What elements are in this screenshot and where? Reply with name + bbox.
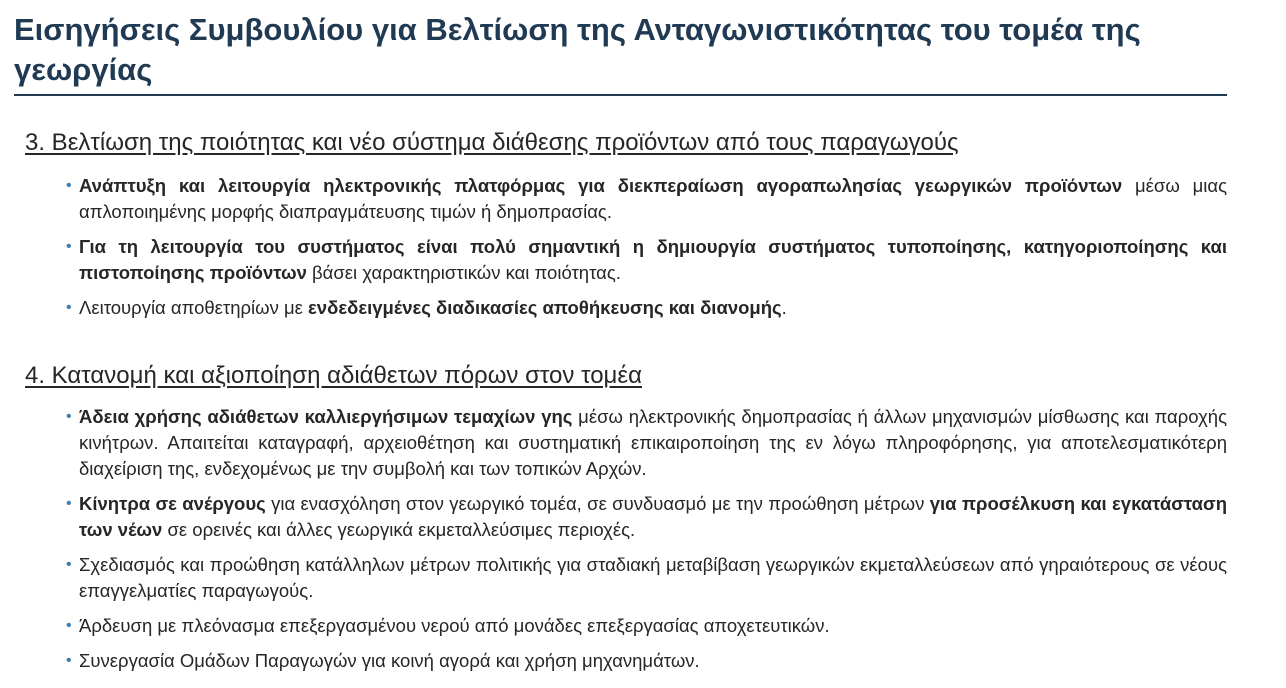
list-item bbox=[66, 234, 1227, 286]
bullet-icon: • bbox=[66, 238, 72, 255]
item-text: Άρδευση με πλεόνασμα επεξεργασμένου νερού από μονάδες επεξεργασίας αποχετευτικών. bbox=[79, 615, 830, 636]
item-text: μέσω μιας απλοποιημένης μορφής διαπραγμάτευσης τιμών ή δημοπρασίας. bbox=[79, 175, 1227, 222]
page-title: Εισηγήσεις Συμβουλίου για Βελτίωση της Ανταγωνιστικότητας του τομέα της γεωργίας bbox=[14, 10, 1227, 96]
bold-text: Κίνητρα σε ανέργους bbox=[79, 493, 266, 514]
section-4-list bbox=[66, 404, 1227, 683]
bullet-icon: • bbox=[66, 299, 72, 316]
bold-text: ενδεδειγμένες διαδικασίες αποθήκευσης και διανομής bbox=[308, 297, 782, 318]
list-item bbox=[66, 552, 1227, 604]
item-text: για ενασχόληση στον γεωργικό τομέα, σε συνδυασμό με την προώθηση μέτρων bbox=[265, 493, 930, 514]
bullet-icon: • bbox=[66, 408, 72, 425]
item-text: Λειτουργία αποθετηρίων με bbox=[79, 297, 309, 318]
item-text: Συνεργασία Ομάδων Παραγωγών για κοινή αγορά και χρήση μηχανημάτων. bbox=[79, 650, 700, 671]
section-4-title: 4. Κατανομή και αξιοποίηση αδιάθετων πόρων στον τομέα bbox=[25, 362, 642, 389]
item-text: σε ορεινές και άλλες γεωργικά εκμεταλλεύσιμες περιοχές. bbox=[162, 519, 636, 540]
list-item bbox=[66, 648, 1227, 674]
bullet-icon: • bbox=[66, 556, 72, 573]
bullet-icon: • bbox=[66, 617, 72, 634]
bold-text: Άδεια χρήσης αδιάθετων καλλιεργήσιμων τεμαχίων γης bbox=[79, 406, 573, 427]
bold-text: Ανάπτυξη και λειτουργία ηλεκτρονικής πλατφόρμας για διεκπεραίωση αγοραπωλησίας γεωργικών προϊόντων bbox=[79, 175, 1123, 196]
item-text: βάσει χαρακτηριστικών και ποιότητας. bbox=[306, 262, 621, 283]
list-item bbox=[66, 404, 1227, 482]
section-3-list bbox=[66, 173, 1227, 330]
bullet-icon: • bbox=[66, 495, 72, 512]
bullet-icon: • bbox=[66, 652, 72, 669]
list-item bbox=[66, 491, 1227, 543]
list-item bbox=[66, 295, 1227, 321]
section-3-title: 3. Βελτίωση της ποιότητας και νέο σύστημα διάθεσης προϊόντων από τους παραγωγούς bbox=[25, 129, 959, 156]
list-item bbox=[66, 173, 1227, 225]
item-text: Σχεδιασμός και προώθηση κατάλληλων μέτρων πολιτικής για σταδιακή μεταβίβαση γεωργικών εκμεταλλεύσεων από γηραιότερους σε νέους επαγγελματίες παραγωγούς. bbox=[79, 554, 1227, 601]
list-item bbox=[66, 613, 1227, 639]
item-text: μέσω ηλεκτρονικής δημοπρασίας ή άλλων μηχανισμών μίσθωσης και παροχής κινήτρων. Απαιτείται καταγραφή, αρχειοθέτηση και συστηματική επικαιροποίηση της εν λόγω πληροφόρησης, για αποτελεσματικότερη διαχείριση της, ενδεχομένως με την συμβολή και των τοπικών Αρχών. bbox=[79, 406, 1227, 479]
bold-text: για προσέλκυση και εγκατάσταση των νέων bbox=[79, 493, 1228, 540]
item-text: . bbox=[781, 297, 787, 318]
bold-text: Για τη λειτουργία του συστήματος είναι πολύ σημαντική η δημιουργία συστήματος τυποποίησης, κατηγοριοποίησης και πιστοποίησης προϊόντων bbox=[79, 236, 1227, 283]
bullet-icon: • bbox=[66, 177, 72, 194]
